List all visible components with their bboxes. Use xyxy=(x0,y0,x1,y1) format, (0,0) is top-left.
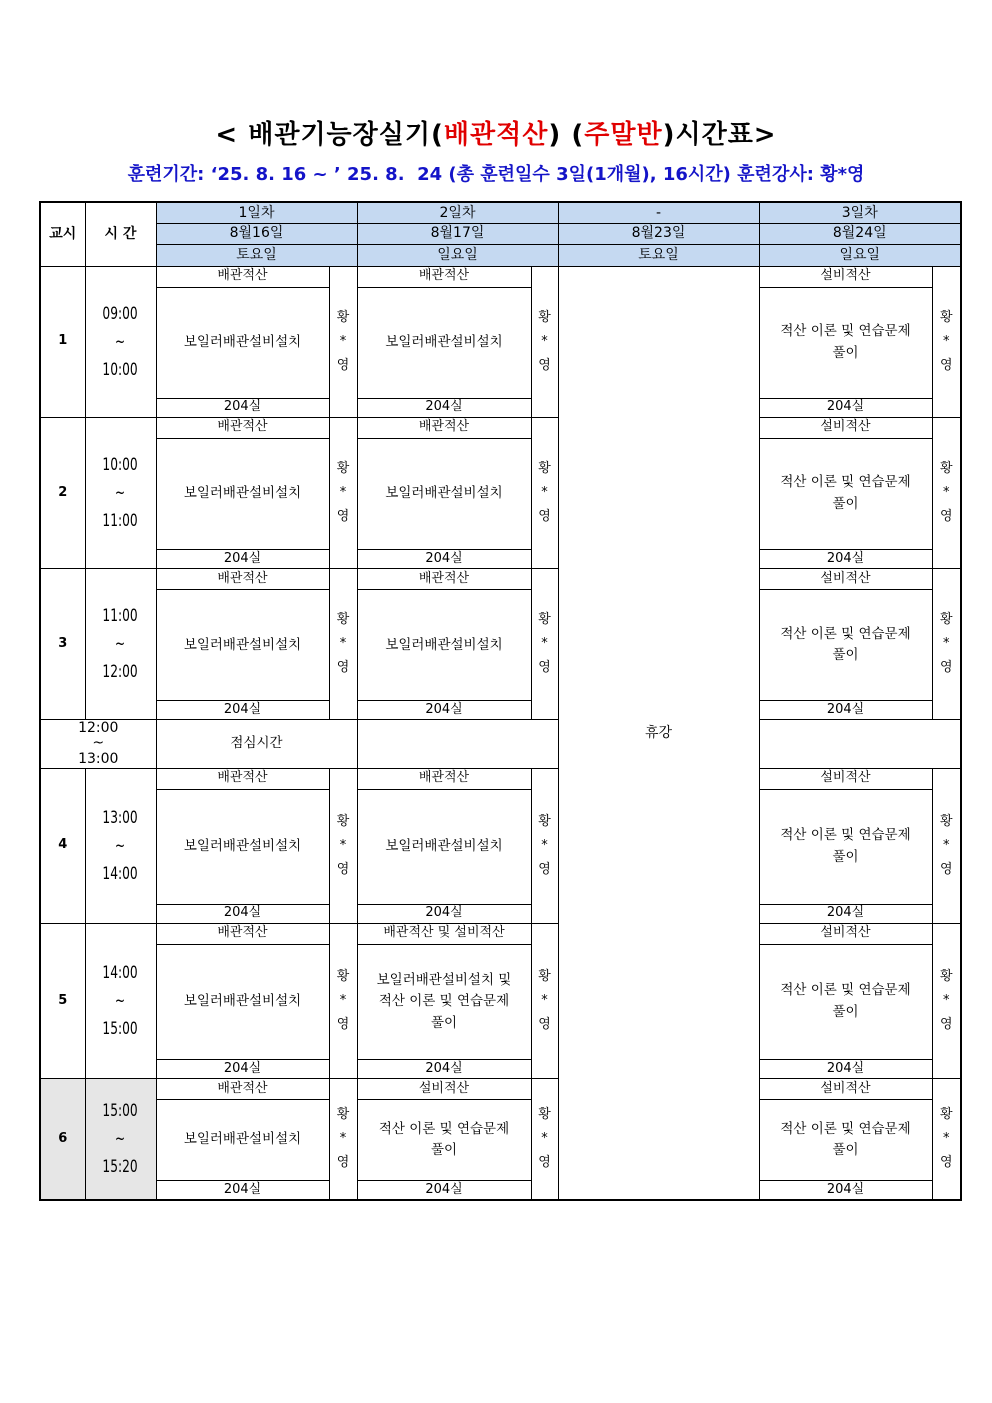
d2-content: 적산 이론 및 연습문제 풀이 xyxy=(357,1100,531,1181)
d4-instructor: 황 * 영 xyxy=(932,1079,961,1200)
period-number: 4 xyxy=(40,768,85,923)
period-number: 1 xyxy=(40,266,85,417)
period-row xyxy=(40,768,961,789)
period-header: 교시 xyxy=(40,202,85,266)
d4-subject: 설비적산 xyxy=(759,923,932,944)
period-row xyxy=(40,1079,961,1100)
d4-subject: 설비적산 xyxy=(759,266,932,287)
d2-room: 204실 xyxy=(357,1060,531,1079)
day3-header: 3일차 xyxy=(759,202,961,223)
d4-content: 적산 이론 및 연습문제 풀이 xyxy=(759,590,932,701)
d1-room: 204실 xyxy=(156,701,329,720)
period-row xyxy=(40,701,961,720)
period-row xyxy=(40,923,961,944)
d1-content: 보일러배관설비설치 xyxy=(156,590,329,701)
d4-room: 204실 xyxy=(759,701,932,720)
d4-room: 204실 xyxy=(759,1181,932,1200)
d1-instructor: 황 * 영 xyxy=(329,1079,357,1200)
period-row xyxy=(40,438,961,549)
d1-room: 204실 xyxy=(156,904,329,923)
d4-content: 적산 이론 및 연습문제 풀이 xyxy=(759,789,932,904)
d2-subject: 설비적산 xyxy=(357,1079,531,1100)
d1-subject: 배관적산 xyxy=(156,768,329,789)
d2-content: 보일러배관설비설치 xyxy=(357,287,531,398)
d4-instructor: 황 * 영 xyxy=(932,923,961,1078)
day2-date: 8월17일 xyxy=(357,223,558,244)
title-highlight-class: 주말반 xyxy=(584,120,663,150)
d2-instructor: 황 * 영 xyxy=(531,266,558,417)
d1-subject: 배관적산 xyxy=(156,569,329,590)
d4-content: 적산 이론 및 연습문제 풀이 xyxy=(759,438,932,549)
d4-instructor: 황 * 영 xyxy=(932,417,961,568)
d2-room: 204실 xyxy=(357,904,531,923)
lunch-day3-empty xyxy=(759,720,961,768)
d2-subject: 배관적산 xyxy=(357,266,531,287)
period-row xyxy=(40,398,961,417)
period-row xyxy=(40,944,961,1059)
day3-weekday: 일요일 xyxy=(759,244,961,266)
lunch-time: 12:00 ~ 13:00 xyxy=(40,720,156,768)
rest-day-header: - xyxy=(558,202,759,223)
rest-day-date: 8월23일 xyxy=(558,223,759,244)
d2-instructor: 황 * 영 xyxy=(531,569,558,720)
d1-instructor: 황 * 영 xyxy=(329,417,357,568)
period-time-text: 14:00 ~ 15:00 xyxy=(102,962,139,1039)
period-time-text: 11:00 ~ 12:00 xyxy=(102,606,139,683)
title-prefix: < 배관기능장실기( xyxy=(215,120,444,150)
d1-room: 204실 xyxy=(156,398,329,417)
title-mid: ) ( xyxy=(548,120,585,150)
training-period-line: 훈련기간: ‘25. 8. 16 ~ ’ 25. 8. 24 (총 훈련일수 3일(1개월), 16시간) 훈련강사: 황*영 xyxy=(127,164,865,185)
rest-day-weekday: 토요일 xyxy=(558,244,759,266)
d1-room: 204실 xyxy=(156,1060,329,1079)
d1-instructor: 황 * 영 xyxy=(329,266,357,417)
d1-instructor: 황 * 영 xyxy=(329,569,357,720)
d1-content: 보일러배관설비설치 xyxy=(156,789,329,904)
d2-room: 204실 xyxy=(357,550,531,569)
d2-room: 204실 xyxy=(357,701,531,720)
d4-room: 204실 xyxy=(759,550,932,569)
d1-content: 보일러배관설비설치 xyxy=(156,438,329,549)
time-header: 시 간 xyxy=(85,202,156,266)
d4-content: 적산 이론 및 연습문제 풀이 xyxy=(759,944,932,1059)
period-number: 2 xyxy=(40,417,85,568)
period-time xyxy=(85,923,156,1078)
period-row xyxy=(40,287,961,398)
period-row xyxy=(40,1181,961,1200)
d2-room: 204실 xyxy=(357,398,531,417)
d2-instructor: 황 * 영 xyxy=(531,1079,558,1200)
period-time-text: 15:00 ~ 15:20 xyxy=(102,1100,139,1178)
period-row xyxy=(40,590,961,701)
period-time-text: 10:00 ~ 11:00 xyxy=(102,454,139,532)
d2-content: 보일러배관설비설치 및 적산 이론 및 연습문제 풀이 xyxy=(357,944,531,1059)
period-row xyxy=(40,417,961,438)
d4-content: 적산 이론 및 연습문제 풀이 xyxy=(759,287,932,398)
timetable xyxy=(39,201,962,1201)
lunch-row xyxy=(40,720,961,768)
period-row xyxy=(40,550,961,569)
lunch-label: 점심시간 xyxy=(156,720,357,768)
d4-room: 204실 xyxy=(759,398,932,417)
period-row xyxy=(40,789,961,904)
d4-instructor: 황 * 영 xyxy=(932,266,961,417)
lunch-day2-empty xyxy=(357,720,558,768)
title-suffix: )시간표> xyxy=(662,120,777,150)
d2-instructor: 황 * 영 xyxy=(531,923,558,1078)
title-highlight-course: 배관적산 xyxy=(443,120,549,150)
d1-instructor: 황 * 영 xyxy=(329,923,357,1078)
d1-subject: 배관적산 xyxy=(156,417,329,438)
period-number: 3 xyxy=(40,569,85,720)
d1-subject: 배관적산 xyxy=(156,266,329,287)
d2-subject: 배관적산 xyxy=(357,417,531,438)
d4-subject: 설비적산 xyxy=(759,1079,932,1100)
period-row xyxy=(40,569,961,590)
d1-room: 204실 xyxy=(156,1181,329,1200)
period-time xyxy=(85,417,156,568)
d2-subject: 배관적산 및 설비적산 xyxy=(357,923,531,944)
period-time xyxy=(85,1079,156,1200)
period-row xyxy=(40,1100,961,1181)
period-number: 5 xyxy=(40,923,85,1078)
d4-instructor: 황 * 영 xyxy=(932,569,961,720)
d1-subject: 배관적산 xyxy=(156,1079,329,1100)
period-time xyxy=(85,266,156,417)
page-title xyxy=(0,114,992,151)
d1-content: 보일러배관설비설치 xyxy=(156,287,329,398)
d1-content: 보일러배관설비설치 xyxy=(156,1100,329,1181)
period-time-text: 13:00 ~ 14:00 xyxy=(102,807,139,884)
d2-content: 보일러배관설비설치 xyxy=(357,438,531,549)
period-time xyxy=(85,569,156,720)
d2-instructor: 황 * 영 xyxy=(531,417,558,568)
period-number: 6 xyxy=(40,1079,85,1200)
d4-subject: 설비적산 xyxy=(759,417,932,438)
d1-room: 204실 xyxy=(156,550,329,569)
day2-weekday: 일요일 xyxy=(357,244,558,266)
d2-subject: 배관적산 xyxy=(357,768,531,789)
period-time-text: 09:00 ~ 10:00 xyxy=(102,303,139,380)
d2-room: 204실 xyxy=(357,1181,531,1200)
d1-content: 보일러배관설비설치 xyxy=(156,944,329,1059)
d4-subject: 설비적산 xyxy=(759,768,932,789)
period-time xyxy=(85,768,156,923)
d4-instructor: 황 * 영 xyxy=(932,768,961,923)
day2-header: 2일차 xyxy=(357,202,558,223)
d2-content: 보일러배관설비설치 xyxy=(357,590,531,701)
d1-instructor: 황 * 영 xyxy=(329,768,357,923)
d4-subject: 설비적산 xyxy=(759,569,932,590)
day1-date: 8월16일 xyxy=(156,223,357,244)
d2-subject: 배관적산 xyxy=(357,569,531,590)
period-row xyxy=(40,904,961,923)
day1-header: 1일차 xyxy=(156,202,357,223)
d4-room: 204실 xyxy=(759,904,932,923)
rest-day-cell: 휴강 xyxy=(558,266,759,1200)
period-row xyxy=(40,266,961,287)
d4-content: 적산 이론 및 연습문제 풀이 xyxy=(759,1100,932,1181)
period-row xyxy=(40,1060,961,1079)
d1-subject: 배관적산 xyxy=(156,923,329,944)
d2-instructor: 황 * 영 xyxy=(531,768,558,923)
day3-date: 8월24일 xyxy=(759,223,961,244)
day1-weekday: 토요일 xyxy=(156,244,357,266)
d2-content: 보일러배관설비설치 xyxy=(357,789,531,904)
d4-room: 204실 xyxy=(759,1060,932,1079)
